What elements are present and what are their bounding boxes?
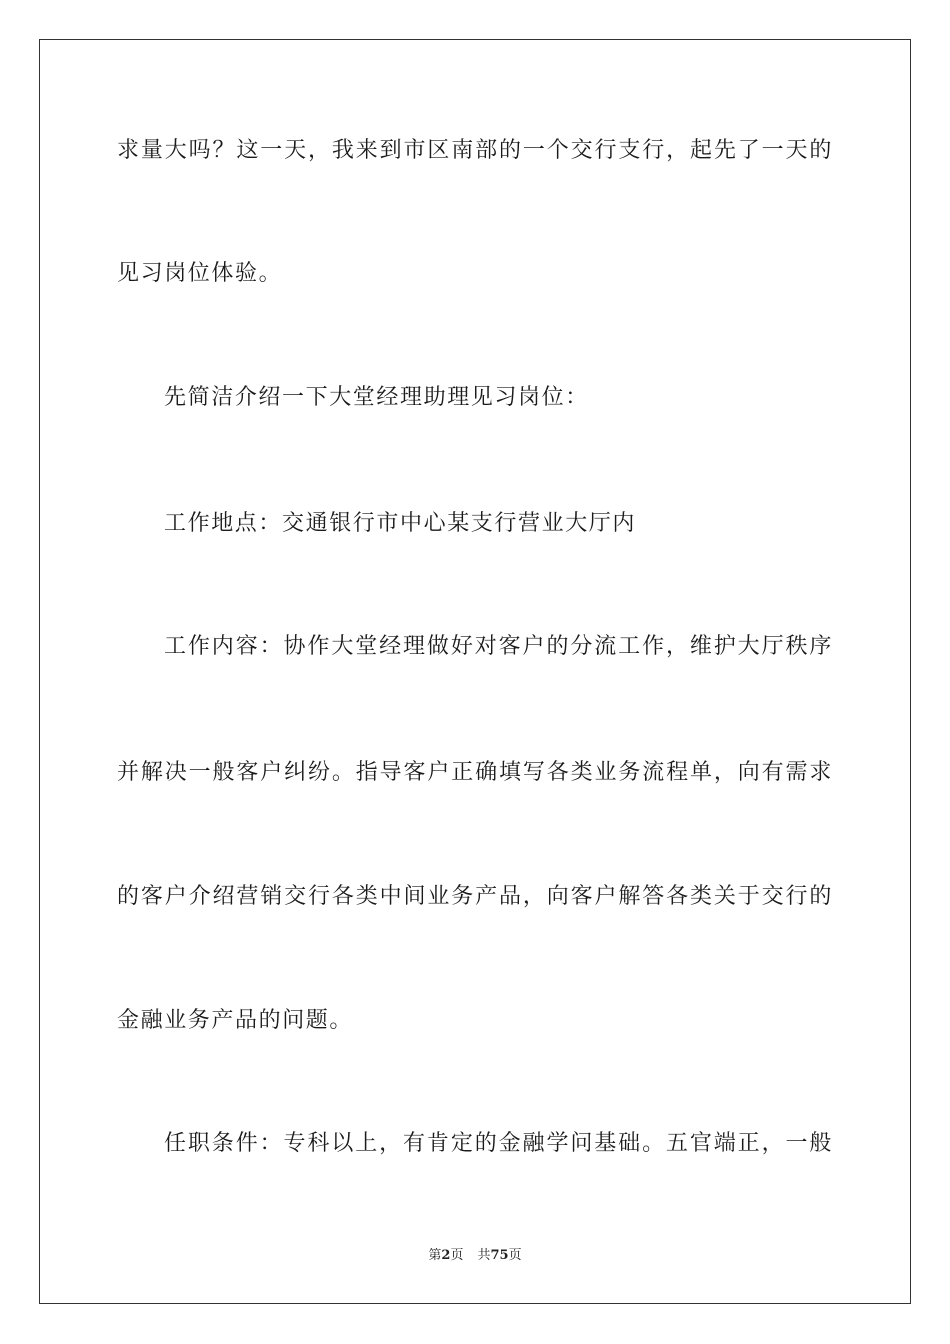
total-suffix: 页 <box>508 1248 522 1263</box>
page-suffix: 页 <box>450 1248 464 1263</box>
page-footer <box>0 1247 950 1265</box>
body-line-2: 见习岗位体验。 <box>117 261 283 286</box>
body-line-4: 工作地点：交通银行市中心某支行营业大厅内 <box>164 511 637 536</box>
body-line-6: 并解决一般客户纠纷。指导客户正确填写各类业务流程单，向有需求 <box>117 760 833 785</box>
body-line-9: 任职条件：专科以上，有肯定的金融学问基础。五官端正，一般 <box>164 1131 833 1156</box>
page-number: 2 <box>441 1248 451 1263</box>
total-prefix: 共 <box>477 1248 491 1263</box>
body-line-5: 工作内容：协作大堂经理做好对客户的分流工作，维护大厅秩序 <box>164 634 833 659</box>
body-line-3: 先简洁介绍一下大堂经理助理见习岗位： <box>164 385 589 410</box>
body-line-7: 的客户介绍营销交行各类中间业务产品，向客户解答各类关于交行的 <box>117 884 833 909</box>
body-line-1: 求量大吗？这一天，我来到市区南部的一个交行支行，起先了一天的 <box>117 138 833 163</box>
body-line-8: 金融业务产品的问题。 <box>117 1008 354 1033</box>
page-prefix: 第 <box>428 1248 442 1263</box>
page-border <box>39 39 911 1304</box>
total-pages: 75 <box>490 1248 509 1263</box>
